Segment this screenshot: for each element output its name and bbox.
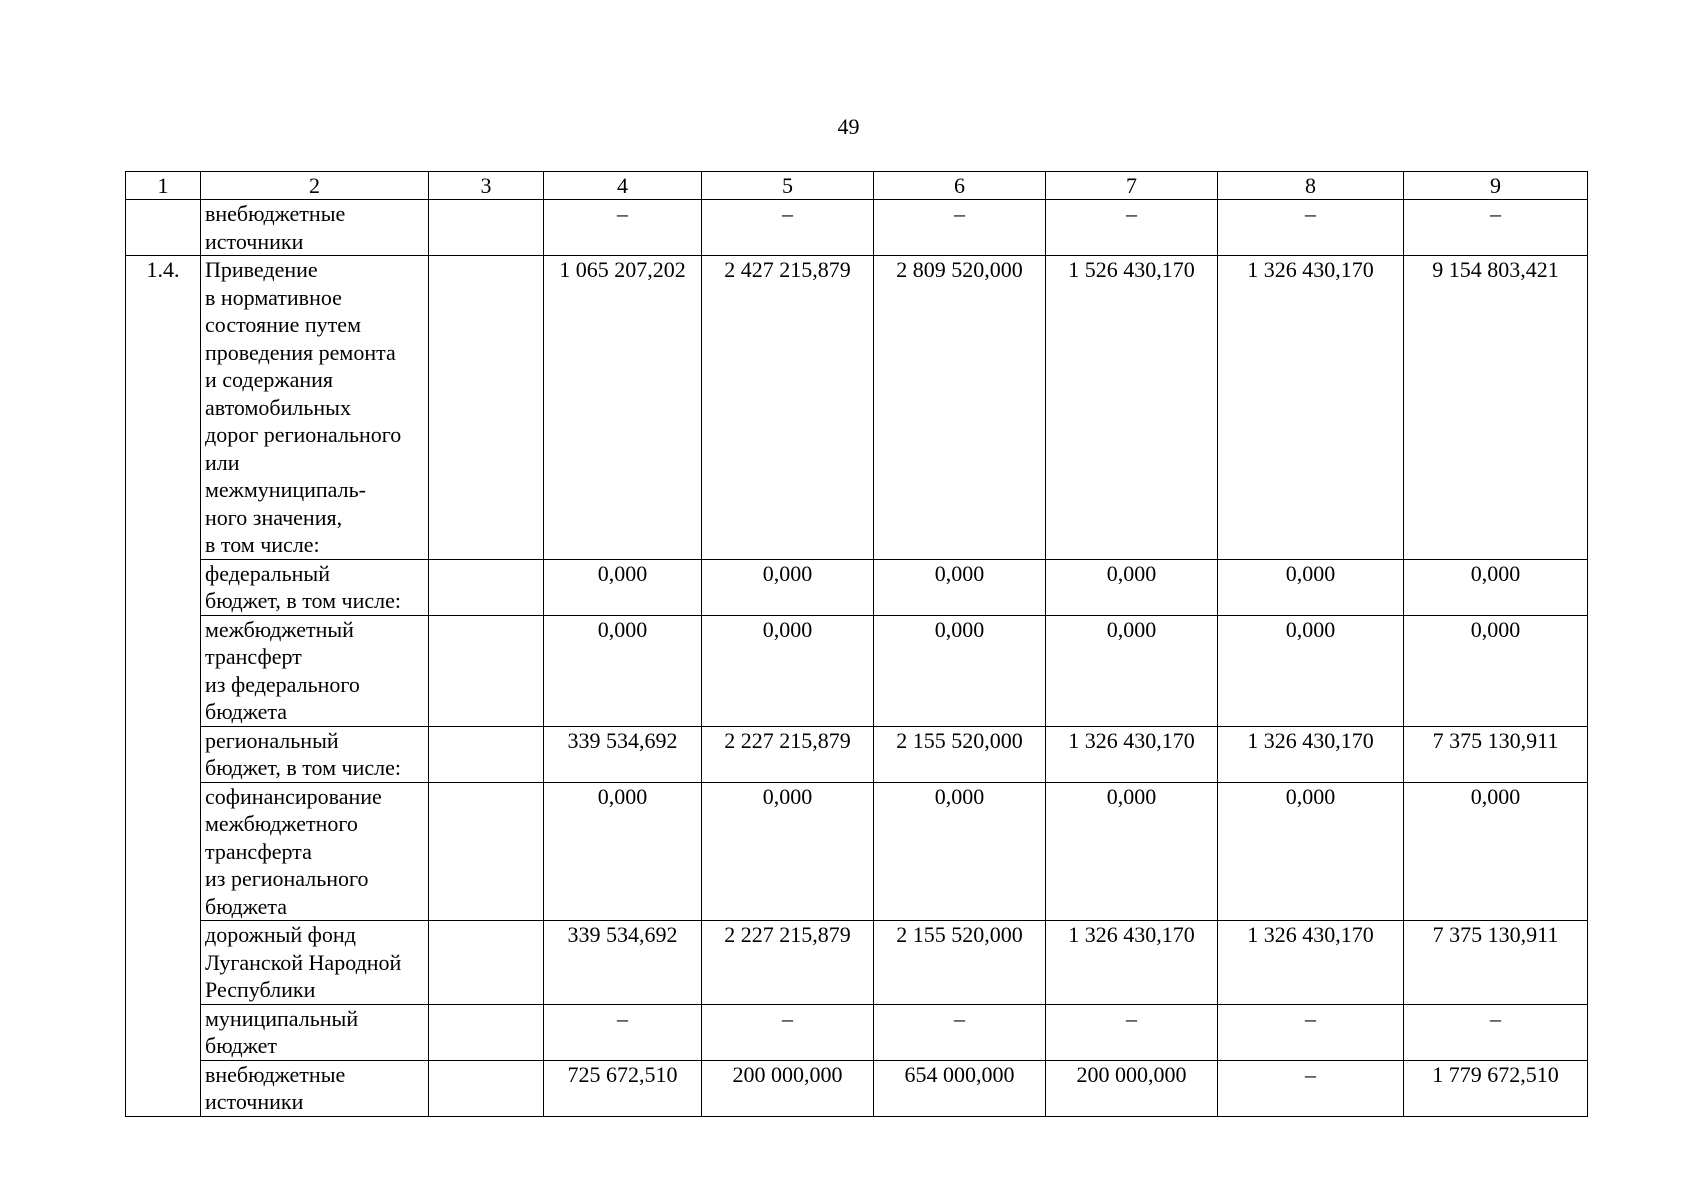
value-cell: –: [1046, 1004, 1218, 1060]
value-cell: 1 326 430,170: [1218, 726, 1404, 782]
table-row: [126, 200, 1588, 256]
value-cell: –: [1404, 200, 1588, 256]
value-cell: 725 672,510: [544, 1060, 702, 1116]
row-number-cell: [126, 200, 201, 256]
value-cell: 339 534,692: [544, 726, 702, 782]
column-number-row: [126, 172, 1588, 200]
row-description-text: федеральный бюджет, в том числе:: [205, 560, 402, 613]
value-cell: 339 534,692: [544, 921, 702, 1005]
value-cell: 9 154 803,421: [1404, 256, 1588, 560]
value-cell: 0,000: [702, 782, 874, 921]
empty-cell: [429, 256, 544, 560]
value-cell: –: [874, 200, 1046, 256]
value-cell: 2 155 520,000: [874, 921, 1046, 1005]
column-number: 8: [1218, 172, 1404, 200]
value-cell: 1 326 430,170: [1218, 256, 1404, 560]
row-description: [201, 726, 429, 782]
column-number: 2: [201, 172, 429, 200]
column-number: 3: [429, 172, 544, 200]
budget-table: [125, 171, 1588, 1117]
value-cell: 1 326 430,170: [1046, 726, 1218, 782]
row-description-text: внебюджетные источники: [205, 1061, 346, 1114]
column-number: 6: [874, 172, 1046, 200]
row-description-text: муниципальный бюджет: [205, 1005, 359, 1058]
value-cell: 200 000,000: [1046, 1060, 1218, 1116]
value-cell: –: [544, 1004, 702, 1060]
value-cell: 0,000: [1046, 615, 1218, 726]
empty-cell: [429, 921, 544, 1005]
value-cell: 0,000: [544, 782, 702, 921]
value-cell: 0,000: [1218, 559, 1404, 615]
row-description: [201, 782, 429, 921]
empty-cell: [429, 782, 544, 921]
value-cell: –: [1218, 1004, 1404, 1060]
row-description: [201, 615, 429, 726]
value-cell: 0,000: [1404, 782, 1588, 921]
value-cell: –: [702, 200, 874, 256]
value-cell: 0,000: [1218, 782, 1404, 921]
value-cell: 1 065 207,202: [544, 256, 702, 560]
row-description-text: внебюджетные источники: [205, 201, 346, 254]
row-description-text: региональный бюджет, в том числе:: [205, 727, 402, 780]
row-description: [201, 256, 429, 560]
column-number: 9: [1404, 172, 1588, 200]
row-description: [201, 921, 429, 1005]
row-description: [201, 1004, 429, 1060]
row-description-text: дорожный фонд Луганской Народной Республики: [205, 922, 402, 1002]
value-cell: 0,000: [874, 615, 1046, 726]
table-row: [126, 782, 1588, 921]
value-cell: 0,000: [1404, 559, 1588, 615]
value-cell: 0,000: [874, 782, 1046, 921]
value-cell: 1 779 672,510: [1404, 1060, 1588, 1116]
table-row: [126, 559, 1588, 615]
value-cell: 654 000,000: [874, 1060, 1046, 1116]
row-description: [201, 200, 429, 256]
value-cell: 0,000: [1046, 559, 1218, 615]
value-cell: –: [1218, 1060, 1404, 1116]
value-cell: –: [1404, 1004, 1588, 1060]
row-description-text: Приведение в нормативное состояние путем проведения ремонта и содержания автомобильных дорог регионального или межмуниципаль- ного значения, в том числе:: [205, 257, 402, 557]
row-number-cell: 1.4.: [126, 256, 201, 1117]
row-description-text: межбюджетный трансферт из федерального бюджета: [205, 616, 360, 724]
value-cell: 200 000,000: [702, 1060, 874, 1116]
row-description-text: софинансирование межбюджетного трансферта из регионального бюджета: [205, 783, 382, 919]
empty-cell: [429, 200, 544, 256]
empty-cell: [429, 1004, 544, 1060]
value-cell: 1 526 430,170: [1046, 256, 1218, 560]
empty-cell: [429, 559, 544, 615]
empty-cell: [429, 615, 544, 726]
value-cell: 2 227 215,879: [702, 921, 874, 1005]
row-description: [201, 1060, 429, 1116]
value-cell: 0,000: [544, 559, 702, 615]
value-cell: 2 155 520,000: [874, 726, 1046, 782]
page-number: 49: [837, 114, 860, 139]
value-cell: –: [544, 200, 702, 256]
value-cell: 0,000: [544, 615, 702, 726]
value-cell: –: [1046, 200, 1218, 256]
value-cell: –: [702, 1004, 874, 1060]
value-cell: 0,000: [702, 559, 874, 615]
value-cell: 0,000: [1046, 782, 1218, 921]
value-cell: 0,000: [874, 559, 1046, 615]
table-row: [126, 1060, 1588, 1116]
table-row: [126, 256, 1588, 560]
value-cell: 0,000: [1404, 615, 1588, 726]
value-cell: 0,000: [1218, 615, 1404, 726]
value-cell: 1 326 430,170: [1046, 921, 1218, 1005]
table-row: [126, 615, 1588, 726]
value-cell: 0,000: [702, 615, 874, 726]
value-cell: 1 326 430,170: [1218, 921, 1404, 1005]
table-row: [126, 726, 1588, 782]
empty-cell: [429, 726, 544, 782]
column-number: 1: [126, 172, 201, 200]
row-description: [201, 559, 429, 615]
value-cell: 2 227 215,879: [702, 726, 874, 782]
empty-cell: [429, 1060, 544, 1116]
column-number: 7: [1046, 172, 1218, 200]
table-row: [126, 921, 1588, 1005]
value-cell: 2 427 215,879: [702, 256, 874, 560]
column-number: 5: [702, 172, 874, 200]
value-cell: –: [1218, 200, 1404, 256]
table-row: [126, 1004, 1588, 1060]
value-cell: 7 375 130,911: [1404, 726, 1588, 782]
value-cell: 7 375 130,911: [1404, 921, 1588, 1005]
value-cell: –: [874, 1004, 1046, 1060]
value-cell: 2 809 520,000: [874, 256, 1046, 560]
column-number: 4: [544, 172, 702, 200]
